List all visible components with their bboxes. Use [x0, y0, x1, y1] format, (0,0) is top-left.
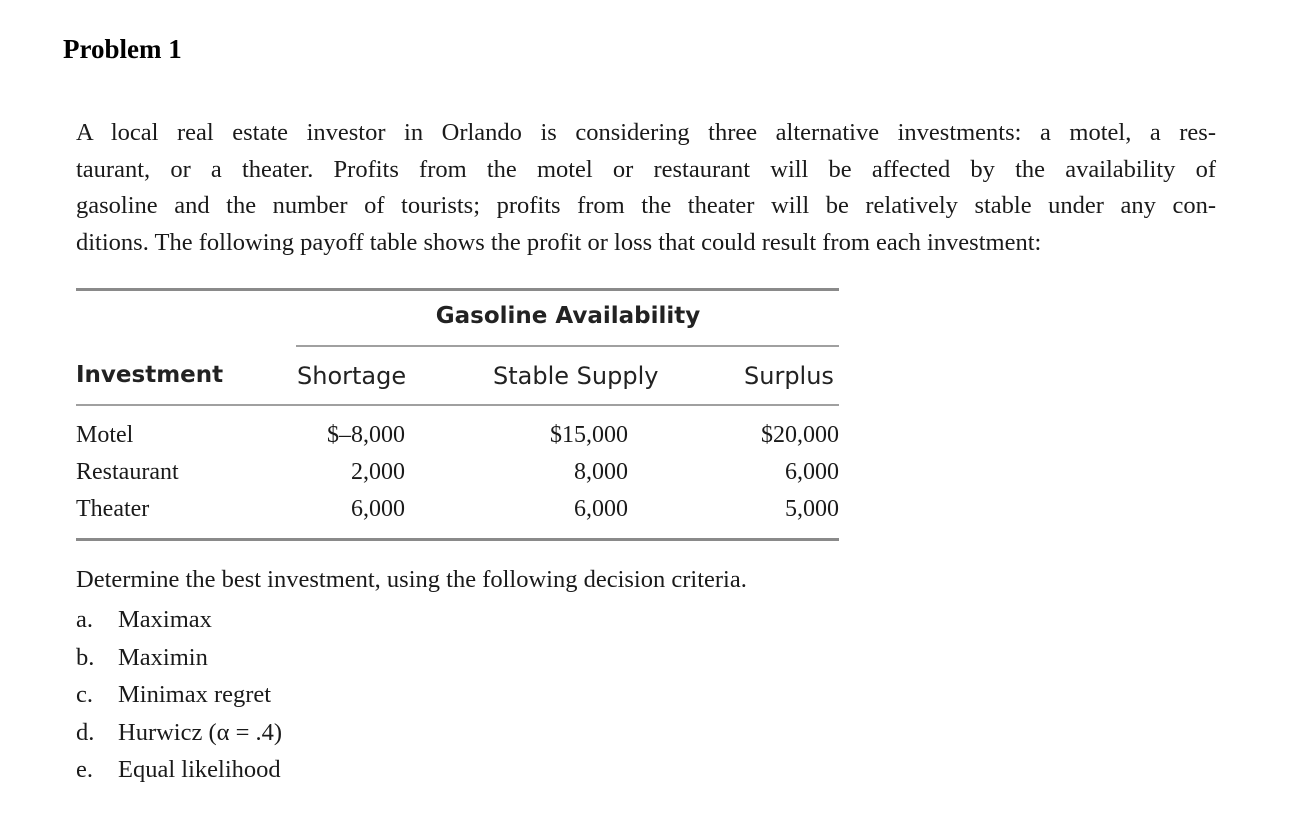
table-cell: $20,000 [761, 422, 839, 448]
table-cell: $–8,000 [327, 422, 405, 448]
item-letter: a. [76, 606, 93, 633]
statement-line: ditions. The following payoff table shows the profit or loss that could result from each investment: [76, 228, 1042, 256]
list-item [76, 753, 282, 791]
item-letter: b. [76, 643, 95, 671]
problem-statement [76, 115, 1216, 261]
row-label-motel: Motel [76, 422, 134, 448]
table-cell: 2,000 [351, 459, 405, 485]
item-letter: e. [76, 756, 93, 783]
item-text: Maximax [118, 606, 212, 633]
item-letter: d. [76, 718, 95, 746]
header-rule [76, 404, 839, 406]
table-cell: 6,000 [574, 496, 628, 522]
column-header-investment: Investment [76, 362, 224, 388]
list-item [76, 678, 282, 716]
item-text: Minimax regret [118, 681, 272, 708]
group-header-rule [296, 345, 839, 347]
item-text: Hurwicz (α = .4) [118, 718, 283, 746]
list-item [76, 641, 282, 679]
table-group-header: Gasoline Availability [435, 303, 701, 329]
table-cell: $15,000 [550, 422, 628, 448]
table-cell: 6,000 [785, 459, 839, 485]
statement-line: gasoline and the number of tourists; profits from the theater will be relatively stable under any con- [76, 192, 1216, 219]
table-cell: 5,000 [785, 496, 839, 522]
table-top-rule [76, 288, 839, 291]
table-bottom-rule [76, 538, 839, 541]
column-header-stable-supply: Stable Supply [493, 362, 659, 390]
row-label-theater: Theater [76, 496, 150, 522]
table-cell: 6,000 [351, 496, 405, 522]
list-item [76, 603, 282, 641]
item-letter: c. [76, 681, 93, 708]
column-header-shortage: Shortage [297, 362, 407, 390]
page-title: Problem 1 [63, 34, 182, 64]
table-cell: 8,000 [574, 459, 628, 485]
statement-line: taurant, or a theater. Profits from the motel or restaurant will be affected by the availability of [76, 155, 1216, 183]
list-item [76, 716, 282, 754]
column-header-surplus: Surplus [744, 362, 834, 390]
question-text: Determine the best investment, using the following decision criteria. [76, 566, 747, 593]
item-text: Maximin [118, 643, 208, 671]
criteria-list [76, 603, 282, 791]
row-label-restaurant: Restaurant [76, 459, 179, 485]
item-text: Equal likelihood [118, 756, 281, 783]
statement-line: A local real estate investor in Orlando is considering three alternative investments: a motel, a res- [76, 119, 1216, 146]
